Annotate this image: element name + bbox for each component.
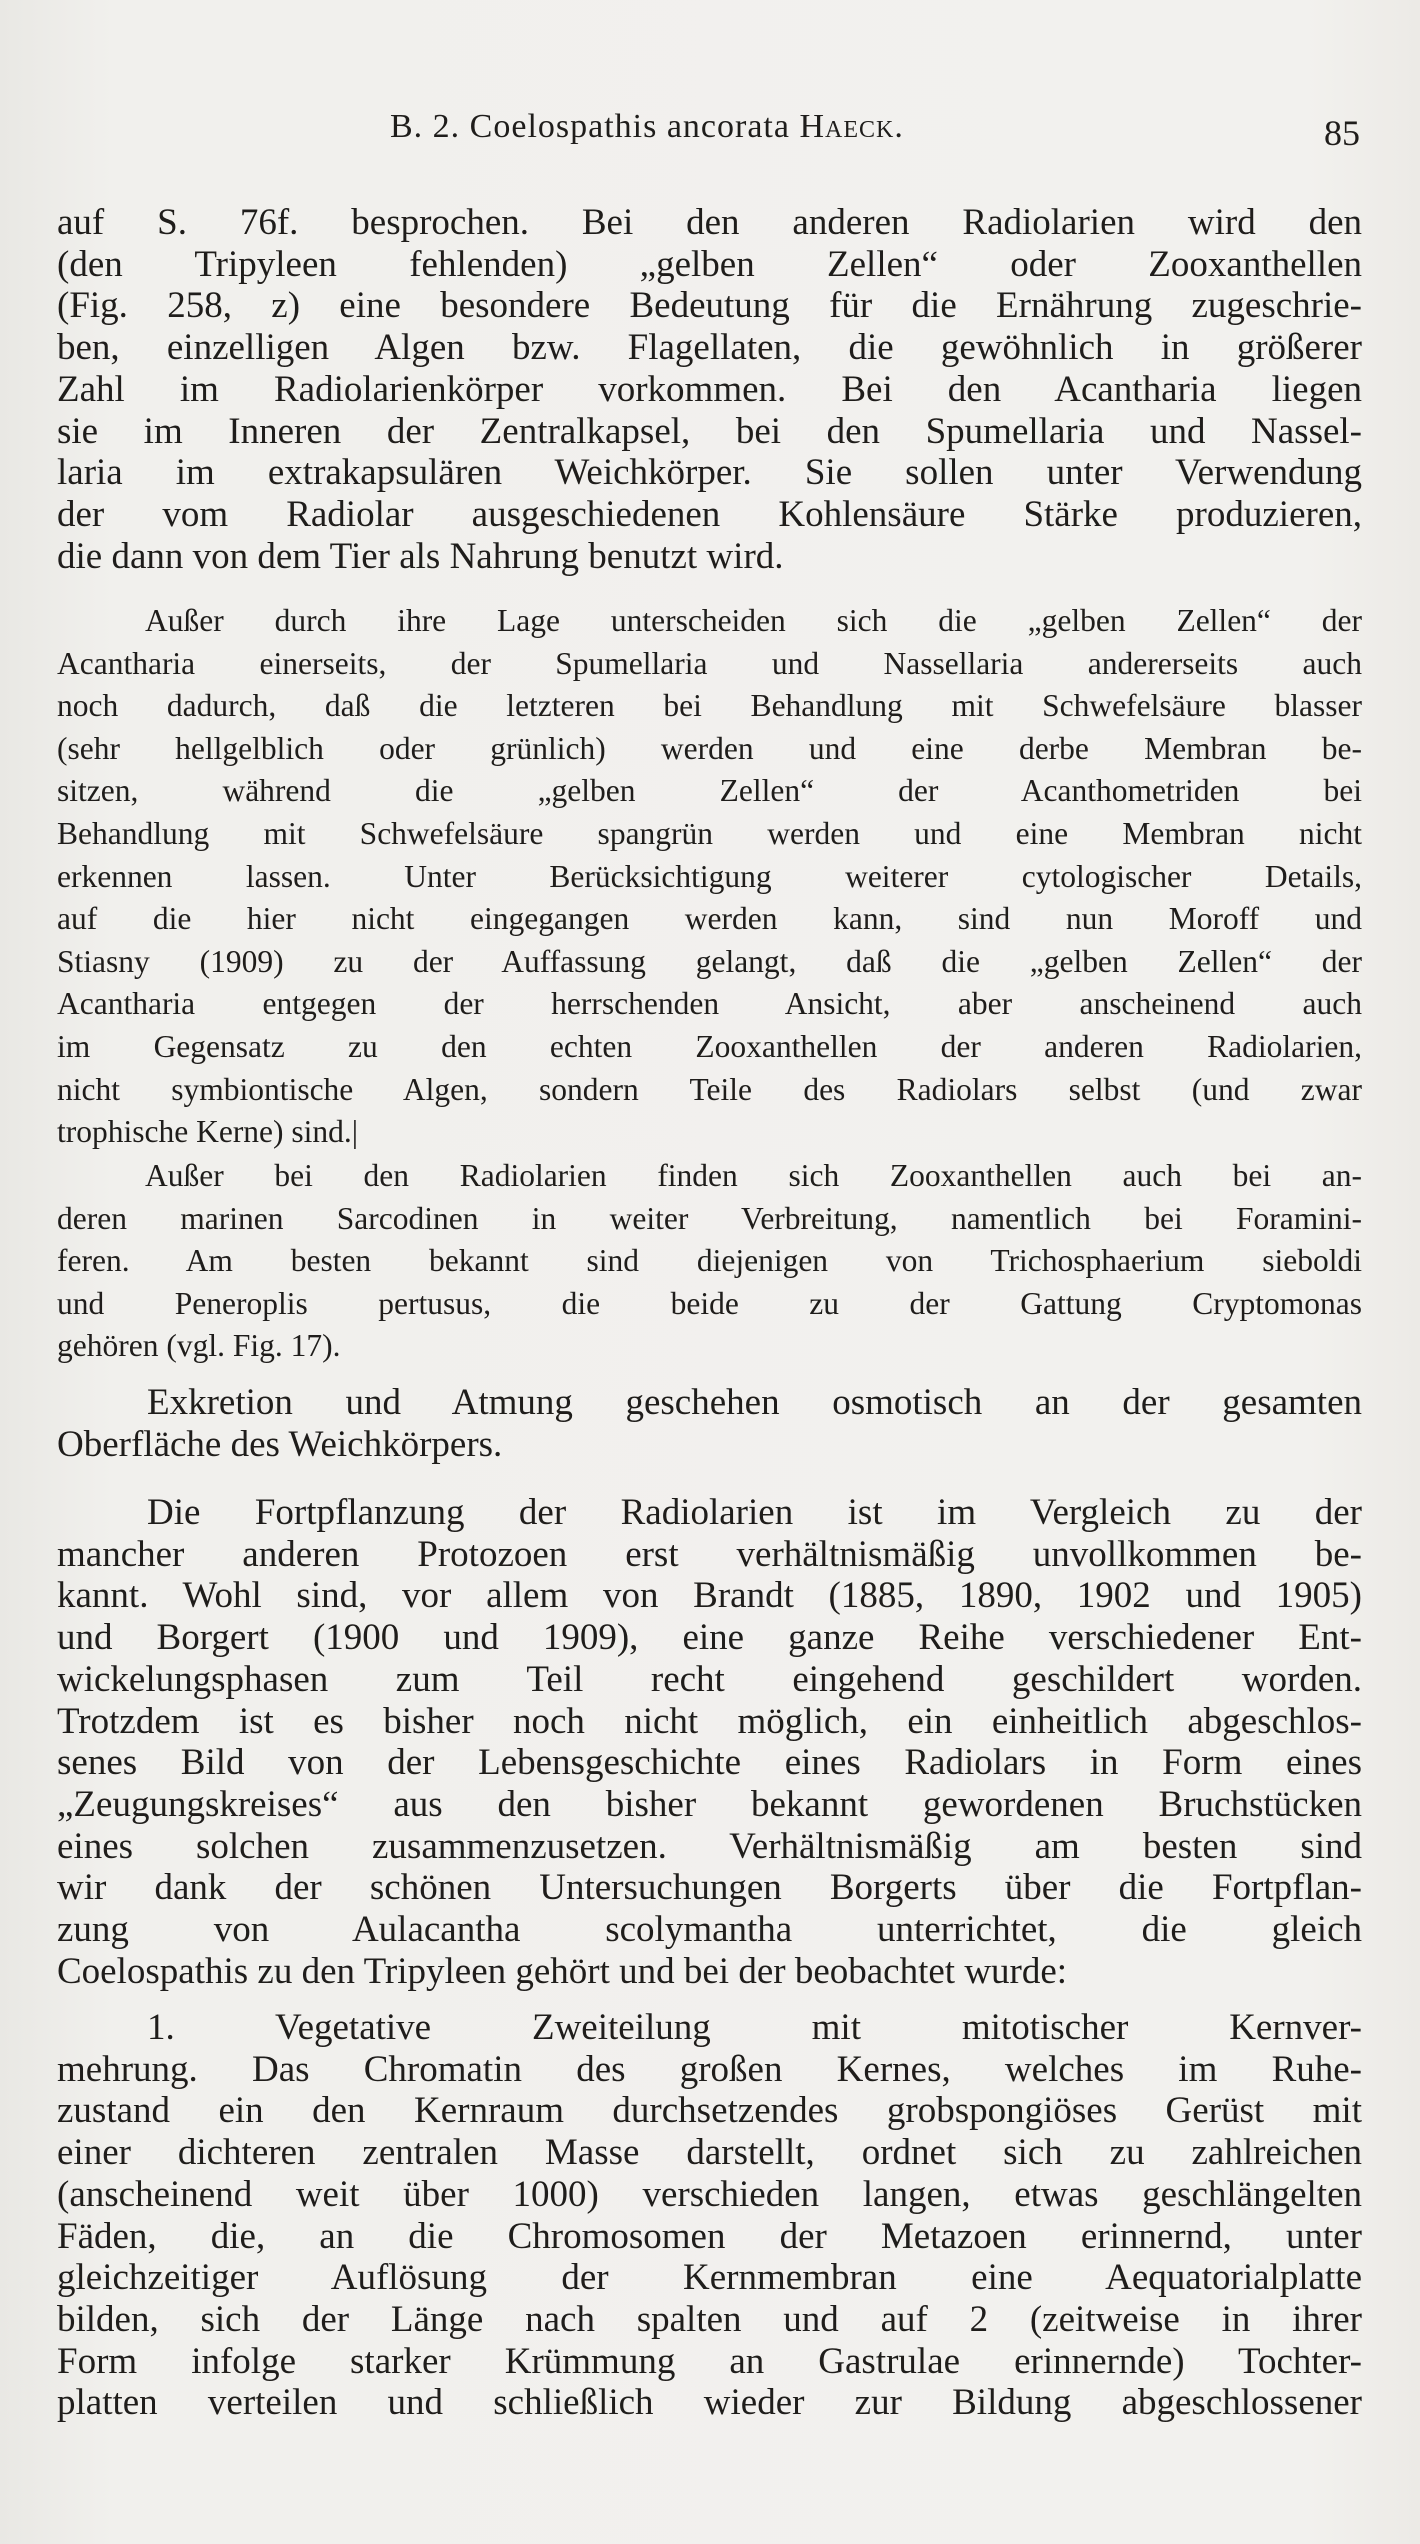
paragraph-yellow-cells bbox=[57, 202, 1362, 577]
text-line: noch dadurch, daß die letzteren bei Behandlung mit Schwefelsäure blasser bbox=[57, 688, 1362, 724]
text-line: Acantharia entgegen der herrschenden Ansicht, aber anscheinend auch bbox=[57, 986, 1362, 1022]
text-line: Außer durch ihre Lage unterscheiden sich die „gelben Zellen“ der bbox=[145, 603, 1362, 638]
text-line: Trotzdem ist es bisher noch nicht möglich, ein einheitlich abgeschlos- bbox=[57, 1700, 1362, 1742]
paragraph-excretion bbox=[57, 1382, 1362, 1465]
text-line: zung von Aulacantha scolymantha unterrichtet, die gleich bbox=[57, 1909, 1362, 1951]
small-print-acantharia bbox=[57, 600, 1362, 1154]
text-line: sie im Inneren der Zentralkapsel, bei den Spumellaria und Nassel- bbox=[57, 410, 1362, 452]
text-line: (Fig. 258, z) eine besondere Bedeutung für die Ernährung zugeschrie- bbox=[57, 285, 1362, 327]
text-line: Außer bei den Radiolarien finden sich Zooxanthellen auch bei an- bbox=[145, 1158, 1362, 1193]
text-line: Exkretion und Atmung geschehen osmotisch an der gesamten bbox=[147, 1382, 1362, 1423]
text-line: bilden, sich der Länge nach spalten und auf 2 (zeitweise in ihrer bbox=[57, 2298, 1362, 2340]
text-line: 1. Vegetative Zweiteilung mit mitotischer Kernver- bbox=[147, 2007, 1362, 2048]
text-line: gehören (vgl. Fig. 17). bbox=[57, 1328, 341, 1364]
text-line: einer dichteren zentralen Masse darstellt, ordnet sich zu zahlreichen bbox=[57, 2132, 1362, 2174]
text-line: nicht symbiontische Algen, sondern Teile des Radiolars selbst (und zwar bbox=[57, 1071, 1362, 1107]
text-line: erkennen lassen. Unter Berücksichtigung weiterer cytologischer Details, bbox=[57, 858, 1362, 894]
text-line: Fäden, die, an die Chromosomen der Metazoen erinnernd, unter bbox=[57, 2215, 1362, 2257]
text-line: senes Bild von der Lebensgeschichte eines Radiolars in Form eines bbox=[57, 1742, 1362, 1784]
text-line: Oberfläche des Weichkörpers. bbox=[57, 1423, 503, 1465]
text-line: und Borgert (1900 und 1909), eine ganze Reihe verschiedener Ent- bbox=[57, 1617, 1362, 1659]
page-number: 85 bbox=[1324, 113, 1360, 153]
text-line: gleichzeitiger Auflösung der Kernmembran eine Aequatorialplatte bbox=[57, 2257, 1362, 2299]
small-print-zooxanthellae bbox=[57, 1155, 1362, 1368]
text-line: mancher anderen Protozoen erst verhältnismäßig unvollkommen be- bbox=[57, 1533, 1362, 1575]
text-line: wickelungsphasen zum Teil recht eingehend geschildert worden. bbox=[57, 1658, 1362, 1700]
text-line: (anscheinend weit über 1000) verschieden langen, etwas geschlängelten bbox=[57, 2173, 1362, 2215]
text-line: Stiasny (1909) zu der Auffassung gelangt, daß die „gelben Zellen“ der bbox=[57, 943, 1362, 979]
text-line: „Zeugungskreises“ aus den bisher bekannt gewordenen Bruchstücken bbox=[57, 1783, 1362, 1825]
text-line: (sehr hellgelblich oder grünlich) werden und eine derbe Membran be- bbox=[57, 730, 1362, 766]
running-title bbox=[390, 108, 904, 146]
text-line: (den Tripyleen fehlenden) „gelben Zellen“ oder Zooxanthellen bbox=[57, 243, 1362, 285]
text-line: der vom Radiolar ausgeschiedenen Kohlensäure Stärke produzieren, bbox=[57, 493, 1362, 535]
text-line: Coelospathis zu den Tripyleen gehört und bei der beobachtet wurde: bbox=[57, 1950, 1068, 1992]
running-title-author: Haeck. bbox=[799, 108, 904, 145]
text-line: ben, einzelligen Algen bzw. Flagellaten, die gewöhnlich in größerer bbox=[57, 327, 1362, 369]
paragraph-reproduction bbox=[57, 1492, 1362, 1992]
text-line: Behandlung mit Schwefelsäure spangrün werden und eine Membran nicht bbox=[57, 815, 1362, 851]
running-title-text: B. 2. Coelospathis ancorata bbox=[390, 108, 800, 145]
text-line: wir dank der schönen Untersuchungen Borgerts über die Fortpflan- bbox=[57, 1867, 1362, 1909]
text-line: Form infolge starker Krümmung an Gastrulae erinnernde) Tochter- bbox=[57, 2340, 1362, 2382]
text-line: und Peneroplis pertusus, die beide zu der Gattung Cryptomonas bbox=[57, 1285, 1362, 1321]
text-line: eines solchen zusammenzusetzen. Verhältnismäßig am besten sind bbox=[57, 1825, 1362, 1867]
text-line: kannt. Wohl sind, vor allem von Brandt (1885, 1890, 1902 und 1905) bbox=[57, 1575, 1362, 1617]
text-line: auf die hier nicht eingegangen werden kann, sind nun Moroff und bbox=[57, 901, 1362, 937]
paragraph-vegetative-division bbox=[57, 2007, 1362, 2424]
text-line: platten verteilen und schließlich wieder zur Bildung abgeschlossener bbox=[57, 2382, 1362, 2424]
text-line: deren marinen Sarcodinen in weiter Verbreitung, namentlich bei Foramini- bbox=[57, 1200, 1362, 1236]
text-line: Die Fortpflanzung der Radiolarien ist im Vergleich zu der bbox=[147, 1492, 1362, 1533]
text-line: im Gegensatz zu den echten Zooxanthellen der anderen Radiolarien, bbox=[57, 1028, 1362, 1064]
text-line: die dann von dem Tier als Nahrung benutzt wird. bbox=[57, 535, 784, 577]
text-line: auf S. 76f. besprochen. Bei den anderen Radiolarien wird den bbox=[57, 202, 1362, 243]
text-line: sitzen, während die „gelben Zellen“ der Acanthometriden bei bbox=[57, 773, 1362, 809]
text-line: trophische Kerne) sind.| bbox=[57, 1114, 359, 1150]
page-header bbox=[60, 108, 1360, 158]
text-line: mehrung. Das Chromatin des großen Kernes, welches im Ruhe- bbox=[57, 2048, 1362, 2090]
text-line: Acantharia einerseits, der Spumellaria und Nassellaria andererseits auch bbox=[57, 645, 1362, 681]
text-line: Zahl im Radiolarienkörper vorkommen. Bei den Acantharia liegen bbox=[57, 368, 1362, 410]
text-line: feren. Am besten bekannt sind diejenigen von Trichosphaerium sieboldi bbox=[57, 1243, 1362, 1279]
text-line: zustand ein den Kernraum durchsetzendes grobspongiöses Gerüst mit bbox=[57, 2090, 1362, 2132]
text-line: laria im extrakapsulären Weichkörper. Sie sollen unter Verwendung bbox=[57, 452, 1362, 494]
